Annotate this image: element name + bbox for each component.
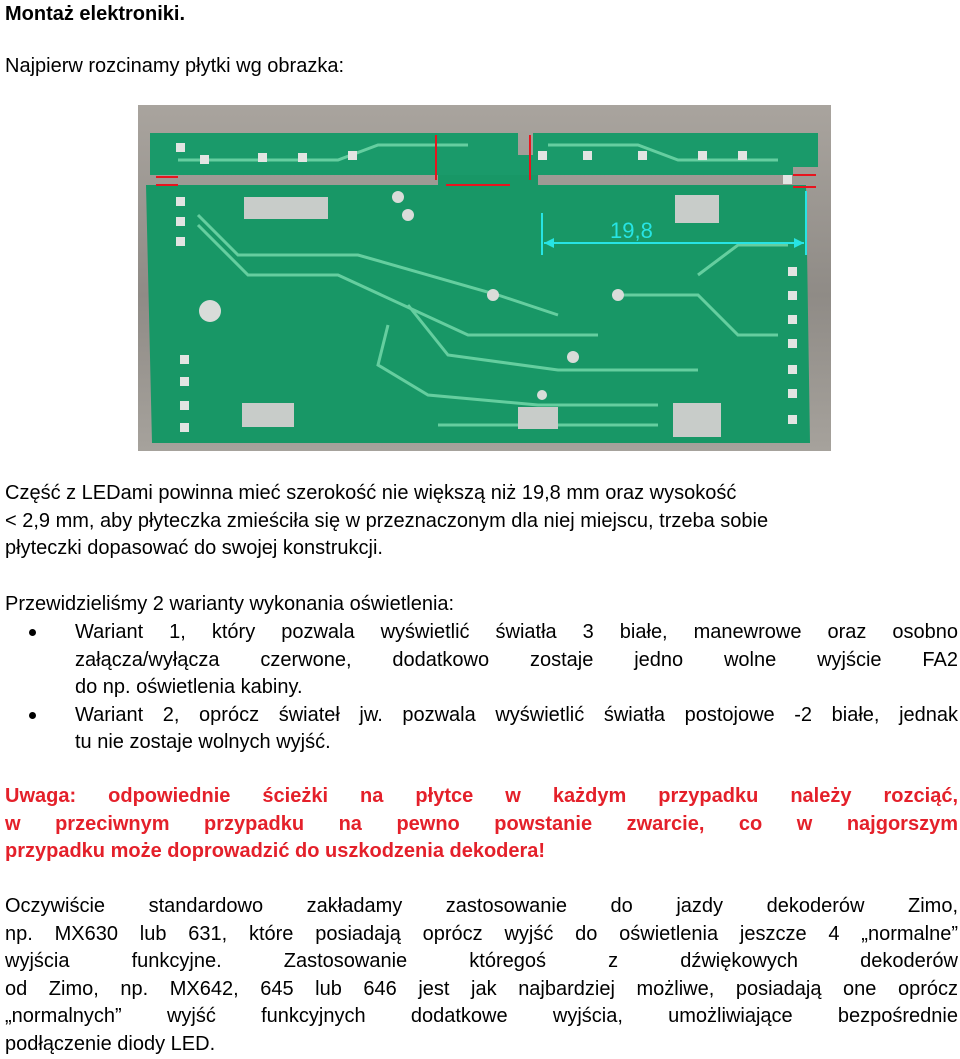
list-item-line: Wariant 2, oprócz świateł jw. pozwala wyświetlić światła postojowe -2 białe, jednak (75, 703, 958, 726)
list-item-line: Wariant 1, który pozwala wyświetlić światła 3 białe, manewrowe oraz osobno (75, 621, 958, 643)
paragraph-line: od Zimo, np. MX642, 645 lub 646 jest jak najbardziej możliwe, posiadają one oprócz (5, 977, 958, 1000)
paragraph-line: podłączenie diody LED. (5, 1032, 216, 1055)
paragraph-line: np. MX630 lub 631, które posiadają oprócz wyjść do oświetlenia jeszcze 4 „normalne” (5, 922, 958, 945)
paragraph-line: Część z LEDami powinna mieć szerokość nie większą niż 19,8 mm oraz wysokość (5, 482, 737, 504)
intro-text: Najpierw rozcinamy płytki wg obrazka: (5, 55, 345, 77)
variants-intro: Przewidzieliśmy 2 warianty wykonania oświetlenia: (5, 593, 455, 615)
paragraph-line: „normalnych” wyjść funkcyjnych dodatkowe wyjścia, umożliwiające bezpośrednie (5, 1005, 958, 1027)
pcb-photo (138, 105, 831, 451)
paragraph-dimensions (5, 480, 958, 563)
list-item (5, 702, 958, 757)
warning-text (5, 783, 958, 866)
section-title: Montaż elektroniki. (5, 3, 186, 25)
list-item-line: tu nie zostaje wolnych wyjść. (75, 731, 331, 753)
dimension-label: 19,8 (610, 218, 653, 243)
list-item-line: załącza/wyłącza czerwone, dodatkowo zostaje jedno wolne wyjście FA2 (75, 648, 958, 671)
paragraph-line: < 2,9 mm, aby płyteczka zmieściła się w przeznaczonym dla niej miejscu, trzeba sobie (5, 509, 769, 532)
paragraph-line: wyjścia funkcyjne. Zastosowanie któregoś z dźwiękowych dekoderów (5, 950, 958, 972)
closing-paragraph (5, 893, 958, 1058)
warning-line: Uwaga: odpowiednie ścieżki na płytce w każdym przypadku należy rozciąć, (5, 785, 958, 807)
variants-list (5, 619, 958, 757)
list-item (5, 619, 958, 702)
warning-line: w przeciwnym przypadku na pewno powstanie zwarcie, co w najgorszym (5, 812, 958, 835)
bullet-icon (29, 712, 36, 719)
list-item-line: do np. oświetlenia kabiny. (75, 676, 303, 698)
paragraph-line: Oczywiście standardowo zakładamy zastosowanie do jazdy dekoderów Zimo, (5, 895, 958, 917)
warning-line: przypadku może doprowadzić do uszkodzenia dekodera! (5, 840, 546, 862)
bullet-icon (29, 629, 36, 636)
paragraph-line: płyteczki dopasować do swojej konstrukcji. (5, 537, 383, 559)
